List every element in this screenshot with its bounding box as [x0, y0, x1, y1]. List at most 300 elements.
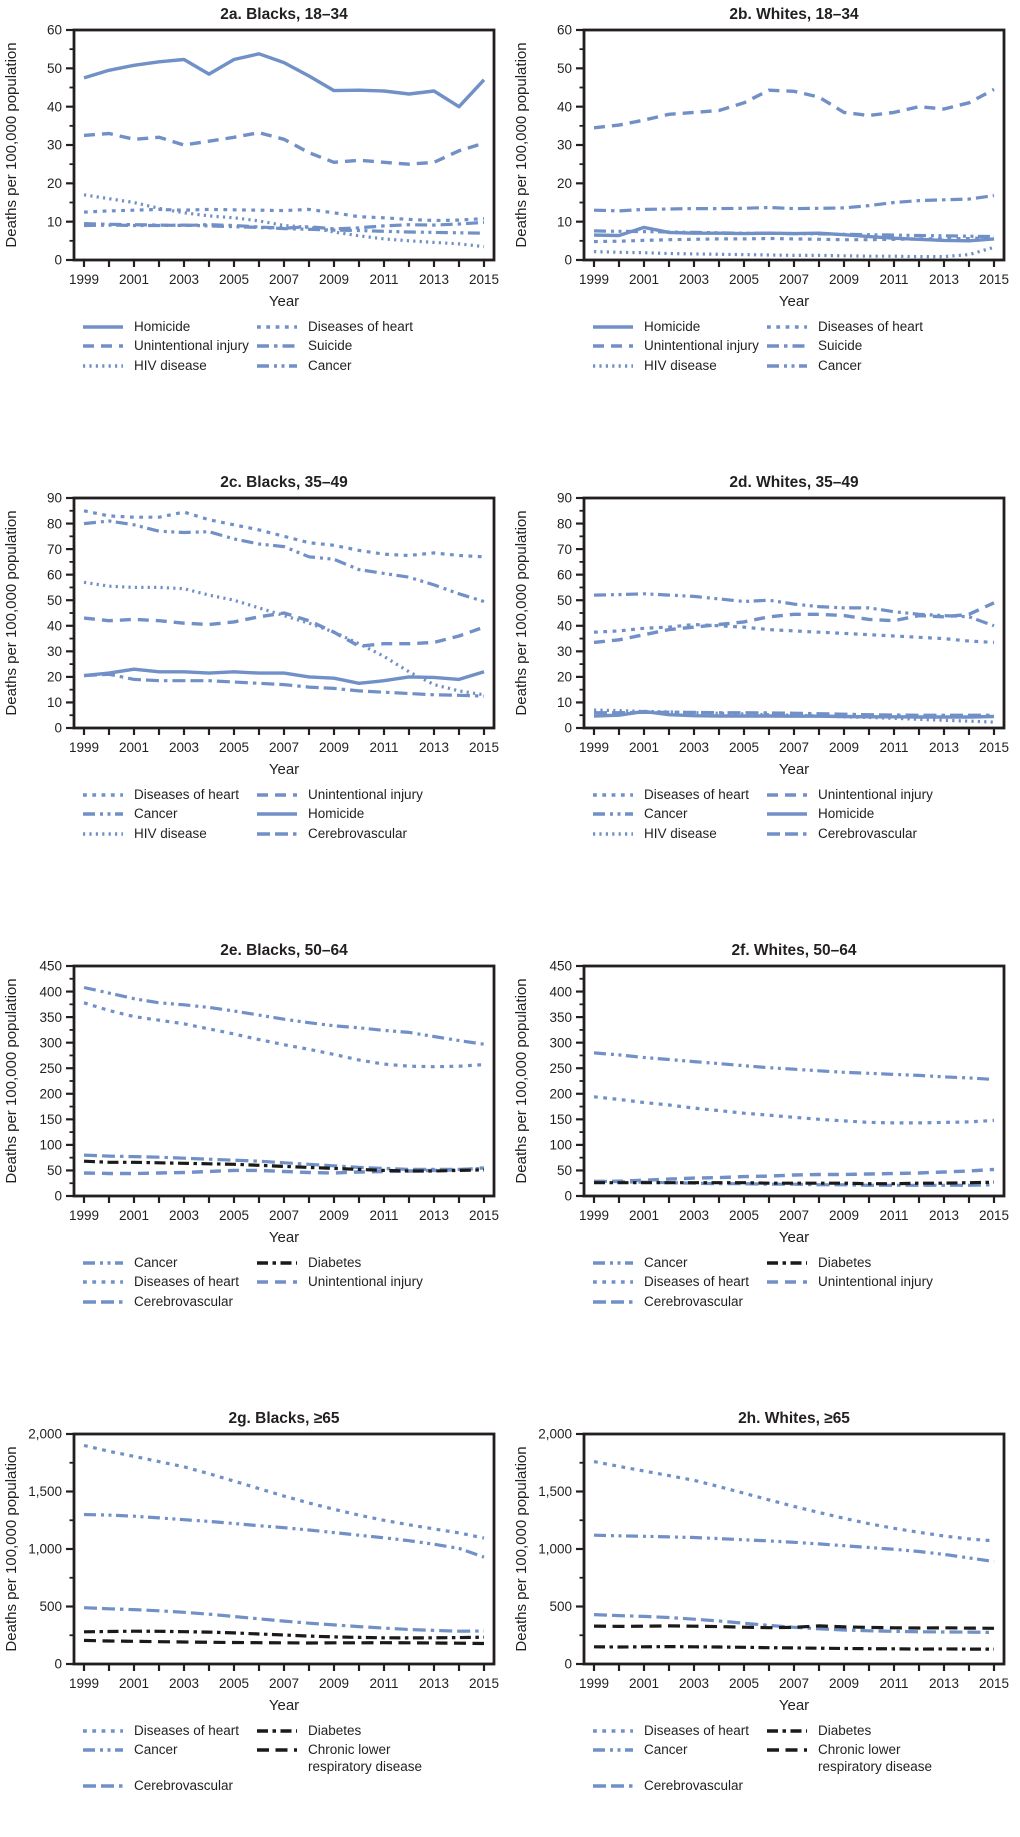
legend-label: Cancer — [134, 1255, 178, 1270]
series-line-cancer — [84, 988, 484, 1045]
x-tick-label: 2003 — [678, 1208, 710, 1223]
legend-swatch-hiv-disease — [82, 829, 124, 839]
x-tick-label: 2007 — [778, 1676, 810, 1691]
legend-item-unintentional-injury — [82, 338, 256, 354]
y-tick-label: 70 — [556, 541, 572, 557]
legend-item-diseases-of-heart — [82, 1274, 256, 1290]
legend-swatch-cancer — [592, 809, 634, 819]
x-axis-label: Year — [268, 1697, 300, 1714]
legend-2c — [82, 787, 510, 842]
x-axis-label: Year — [268, 761, 300, 778]
legend-label: Cerebrovascular — [644, 1778, 744, 1794]
y-tick-label: 30 — [46, 137, 62, 153]
legend-swatch-unintentional-injury — [256, 1277, 298, 1287]
legend-item-unintentional-injury — [766, 1274, 956, 1290]
y-axis-label: Deaths per 100,000 population — [513, 42, 530, 248]
legend-label: Cancer — [134, 1742, 178, 1758]
y-tick-label: 50 — [556, 61, 572, 77]
chart-2e — [0, 938, 510, 1406]
legend-2h — [592, 1723, 1020, 1795]
x-tick-label: 2001 — [628, 740, 660, 755]
y-tick-label: 100 — [549, 1137, 572, 1153]
legend-swatch-cerebrovascular — [82, 1297, 124, 1307]
y-tick-label: 200 — [39, 1086, 62, 1102]
legend-item-diabetes — [256, 1255, 446, 1271]
legend-2e — [82, 1255, 510, 1310]
y-axis-label: Deaths per 100,000 population — [513, 978, 530, 1184]
series-lines — [594, 594, 994, 722]
y-tick-label: 70 — [46, 541, 62, 557]
legend-label: Diabetes — [818, 1723, 872, 1738]
y-tick-label: 400 — [39, 984, 62, 1000]
legend-item-cerebrovascular — [592, 1778, 766, 1794]
x-tick-label: 2009 — [318, 740, 350, 755]
legend-item-homicide — [256, 806, 446, 822]
chart-2h-canvas — [510, 1406, 1020, 1716]
x-tick-label: 2007 — [268, 1676, 300, 1691]
legend-swatch-cancer — [592, 1745, 634, 1755]
y-tick-label: 0 — [564, 1656, 572, 1672]
x-tick-label: 1999 — [578, 740, 610, 755]
series-line-diseases-of-heart — [84, 209, 484, 220]
legend-item-cerebrovascular — [592, 1294, 766, 1310]
y-tick-label: 50 — [46, 61, 62, 77]
legend-item-cancer — [592, 1255, 766, 1271]
legend-item-suicide — [766, 338, 956, 354]
x-tick-label: 1999 — [68, 1676, 100, 1691]
chart-title: 2c. Blacks, 35–49 — [220, 474, 348, 491]
x-tick-label: 2007 — [778, 272, 810, 287]
x-tick-label: 2001 — [628, 1676, 660, 1691]
legend-2a — [82, 319, 510, 374]
y-tick-label: 20 — [556, 176, 572, 192]
x-tick-label: 2001 — [628, 272, 660, 287]
legend-swatch-cancer — [82, 1745, 124, 1755]
legend-2b — [592, 319, 1020, 374]
series-line-cerebrovascular — [84, 1608, 484, 1632]
x-tick-label: 1999 — [578, 272, 610, 287]
x-tick-label: 2015 — [468, 740, 500, 755]
legend-label: Cancer — [818, 357, 862, 373]
x-tick-label: 2011 — [879, 272, 909, 287]
y-tick-label: 60 — [46, 22, 62, 38]
legend-item-cancer — [592, 806, 766, 822]
y-tick-label: 1,500 — [28, 1484, 62, 1500]
x-tick-label: 2011 — [879, 1208, 909, 1223]
chart-title: 2g. Blacks, ≥65 — [228, 1410, 340, 1427]
series-line-diseases-of-heart — [594, 1097, 994, 1123]
y-tick-label: 20 — [556, 669, 572, 685]
x-tick-label: 2013 — [418, 1208, 450, 1223]
legend-swatch-hiv-disease — [592, 829, 634, 839]
series-line-cerebrovascular — [594, 1615, 994, 1633]
legend-swatch-cancer — [592, 1258, 634, 1268]
legend-label: Cerebrovascular — [818, 825, 918, 841]
series-lines — [84, 511, 484, 696]
legend-label: Cancer — [644, 1742, 688, 1758]
y-axis-label: Deaths per 100,000 population — [513, 510, 530, 716]
x-tick-label: 2011 — [369, 272, 399, 287]
legend-label: Unintentional injury — [308, 1274, 423, 1290]
legend-item-hiv-disease — [592, 358, 766, 374]
legend-label: Diseases of heart — [644, 1723, 750, 1738]
legend-swatch-diseases-of-heart — [82, 1277, 124, 1287]
legend-swatch-homicide — [766, 809, 808, 819]
y-axis-label: Deaths per 100,000 population — [3, 1446, 20, 1652]
legend-label: Cerebrovascular — [308, 825, 408, 841]
legend-label: Cancer — [644, 806, 688, 822]
legend-swatch-cancer — [256, 361, 298, 371]
y-tick-label: 60 — [46, 567, 62, 583]
legend-label: Homicide — [818, 806, 875, 822]
legend-label: Diseases of heart — [644, 787, 750, 802]
legend-label: Unintentional injury — [134, 338, 249, 354]
y-tick-label: 350 — [39, 1009, 62, 1025]
x-axis-label: Year — [778, 1697, 810, 1714]
y-tick-label: 50 — [46, 1163, 62, 1179]
y-tick-label: 40 — [46, 99, 62, 115]
legend-item-cancer — [82, 1742, 256, 1775]
legend-item-diabetes — [766, 1255, 956, 1271]
y-tick-label: 0 — [564, 252, 572, 268]
legend-label: Homicide — [644, 319, 701, 334]
legend-swatch-unintentional-injury — [766, 790, 808, 800]
legend-swatch-chronic-lower-respiratory-disease — [256, 1745, 298, 1755]
x-tick-label: 2005 — [218, 1676, 250, 1691]
x-tick-label: 2015 — [468, 1676, 500, 1691]
series-line-diseases-of-heart — [84, 511, 484, 557]
series-lines — [84, 988, 484, 1174]
y-tick-label: 150 — [39, 1112, 62, 1128]
legend-item-homicide — [592, 319, 766, 335]
legend-swatch-hiv-disease — [82, 361, 124, 371]
legend-2g — [82, 1723, 510, 1795]
series-line-cerebrovascular — [594, 1181, 994, 1185]
y-tick-label: 1,500 — [538, 1484, 572, 1500]
series-line-cerebrovascular — [84, 1155, 484, 1169]
legend-swatch-diseases-of-heart — [766, 322, 808, 332]
x-tick-label: 2005 — [218, 272, 250, 287]
x-tick-label: 2013 — [418, 272, 450, 287]
legend-item-cancer — [766, 358, 956, 374]
y-tick-label: 50 — [556, 592, 572, 608]
legend-item-unintentional-injury — [256, 1274, 446, 1290]
y-tick-label: 200 — [549, 1086, 572, 1102]
x-tick-label: 2001 — [118, 272, 150, 287]
legend-label: Cancer — [308, 357, 352, 373]
legend-item-cerebrovascular — [82, 1778, 256, 1794]
legend-label: Suicide — [308, 338, 353, 354]
x-tick-label: 2003 — [678, 740, 710, 755]
legend-label: Cerebrovascular — [134, 1293, 234, 1309]
y-tick-label: 450 — [549, 958, 572, 974]
plot-frame — [584, 966, 1004, 1196]
chart-2a — [0, 2, 510, 470]
legend-label: Cancer — [644, 1255, 688, 1270]
x-tick-label: 2015 — [978, 1676, 1010, 1691]
series-line-homicide — [84, 54, 484, 107]
legend-swatch-unintentional-injury — [766, 1277, 808, 1287]
chart-2f-canvas — [510, 938, 1020, 1248]
chart-2b — [510, 2, 1020, 470]
series-lines — [84, 54, 484, 247]
legend-item-diseases-of-heart — [592, 1274, 766, 1290]
legend-item-cerebrovascular — [82, 1294, 256, 1310]
x-tick-label: 2007 — [778, 1208, 810, 1223]
y-tick-label: 30 — [556, 644, 572, 660]
x-tick-label: 2003 — [168, 740, 200, 755]
series-lines — [594, 1462, 994, 1650]
x-axis-label: Year — [778, 293, 810, 310]
legend-item-unintentional-injury — [592, 338, 766, 354]
legend-item-cancer — [82, 1255, 256, 1271]
legend-item-diseases-of-heart — [82, 787, 256, 803]
x-tick-label: 1999 — [578, 1676, 610, 1691]
chart-title: 2a. Blacks, 18–34 — [220, 6, 348, 23]
x-tick-label: 2009 — [318, 272, 350, 287]
y-tick-label: 250 — [549, 1060, 572, 1076]
x-axis-label: Year — [778, 761, 810, 778]
legend-label: Cerebrovascular — [644, 1293, 744, 1309]
chart-title: 2e. Blacks, 50–64 — [220, 942, 348, 959]
legend-swatch-diseases-of-heart — [592, 1726, 634, 1736]
y-tick-label: 0 — [54, 1188, 62, 1204]
y-tick-label: 80 — [46, 516, 62, 532]
legend-item-diseases-of-heart — [592, 1723, 766, 1739]
legend-item-homicide — [82, 319, 256, 335]
chart-title: 2d. Whites, 35–49 — [729, 474, 859, 491]
chart-2g-canvas — [0, 1406, 510, 1716]
series-line-cancer — [594, 231, 994, 237]
y-tick-label: 0 — [564, 1188, 572, 1204]
legend-swatch-unintentional-injury — [592, 341, 634, 351]
x-tick-label: 2003 — [168, 1676, 200, 1691]
chart-2e-canvas — [0, 938, 510, 1248]
y-tick-label: 1,000 — [538, 1541, 572, 1557]
y-tick-label: 300 — [39, 1035, 62, 1051]
plot-frame — [584, 30, 1004, 260]
legend-label: Unintentional injury — [308, 787, 423, 802]
x-tick-label: 2005 — [728, 272, 760, 287]
y-tick-label: 10 — [46, 695, 62, 711]
x-tick-label: 2009 — [828, 272, 860, 287]
legend-item-cancer — [256, 358, 446, 374]
legend-label: Unintentional injury — [818, 1274, 933, 1290]
legend-label: Cerebrovascular — [134, 1778, 234, 1794]
y-tick-label: 10 — [556, 695, 572, 711]
legend-swatch-suicide — [256, 341, 298, 351]
series-line-diseases-of-heart — [84, 1003, 484, 1067]
legend-swatch-cerebrovascular — [256, 829, 298, 839]
legend-swatch-homicide — [592, 322, 634, 332]
x-tick-label: 2011 — [369, 1676, 399, 1691]
legend-label: Chronic lower respiratory disease — [308, 1742, 423, 1774]
series-line-diabetes — [84, 1631, 484, 1638]
legend-swatch-cerebrovascular — [592, 1781, 634, 1791]
y-tick-label: 60 — [556, 22, 572, 38]
series-lines — [594, 89, 994, 256]
x-tick-label: 1999 — [68, 740, 100, 755]
y-tick-label: 350 — [549, 1009, 572, 1025]
x-tick-label: 2007 — [268, 272, 300, 287]
x-tick-label: 2015 — [468, 1208, 500, 1223]
x-tick-label: 2013 — [928, 740, 960, 755]
series-line-cancer — [594, 1535, 994, 1561]
series-line-unintentional-injury — [594, 89, 994, 127]
chart-2d-canvas — [510, 470, 1020, 780]
series-line-diseases-of-heart — [594, 1462, 994, 1541]
series-line-cancer — [84, 1515, 484, 1558]
x-tick-label: 2013 — [418, 740, 450, 755]
legend-label: Diseases of heart — [134, 1274, 240, 1290]
x-tick-label: 2009 — [828, 1208, 860, 1223]
x-tick-label: 2015 — [978, 272, 1010, 287]
chart-title: 2b. Whites, 18–34 — [729, 6, 859, 23]
legend-label: Diseases of heart — [134, 1723, 240, 1738]
y-axis-label: Deaths per 100,000 population — [513, 1446, 530, 1652]
series-line-cancer — [84, 521, 484, 602]
x-tick-label: 2005 — [728, 1208, 760, 1223]
legend-item-diseases-of-heart — [766, 319, 956, 335]
x-tick-label: 2013 — [928, 272, 960, 287]
series-line-hiv-disease — [84, 195, 484, 247]
legend-label: Unintentional injury — [644, 338, 759, 354]
legend-swatch-cerebrovascular — [82, 1781, 124, 1791]
legend-swatch-hiv-disease — [592, 361, 634, 371]
legend-label: Cancer — [134, 806, 178, 822]
series-line-hiv-disease — [594, 247, 994, 256]
y-tick-label: 90 — [46, 490, 62, 506]
x-tick-label: 2005 — [218, 740, 250, 755]
legend-swatch-diseases-of-heart — [592, 1277, 634, 1287]
legend-item-cancer — [82, 806, 256, 822]
legend-label: Diseases of heart — [308, 319, 414, 334]
legend-label: Suicide — [818, 338, 863, 354]
y-tick-label: 500 — [39, 1599, 62, 1615]
y-tick-label: 1,000 — [28, 1541, 62, 1557]
legend-swatch-suicide — [766, 341, 808, 351]
y-tick-label: 60 — [556, 567, 572, 583]
legend-swatch-cerebrovascular — [592, 1297, 634, 1307]
legend-swatch-diseases-of-heart — [82, 790, 124, 800]
y-tick-label: 40 — [556, 618, 572, 634]
y-tick-label: 90 — [556, 490, 572, 506]
chart-2c — [0, 470, 510, 938]
chart-2f — [510, 938, 1020, 1406]
chart-title: 2f. Whites, 50–64 — [731, 942, 857, 959]
chart-title: 2h. Whites, ≥65 — [738, 1410, 850, 1427]
x-tick-label: 2001 — [118, 1676, 150, 1691]
chart-2b-canvas — [510, 2, 1020, 312]
legend-item-hiv-disease — [82, 826, 256, 842]
legend-item-hiv-disease — [592, 826, 766, 842]
x-tick-label: 1999 — [68, 1208, 100, 1223]
legend-item-diseases-of-heart — [82, 1723, 256, 1739]
legend-2f — [592, 1255, 1020, 1310]
legend-item-diabetes — [256, 1723, 446, 1739]
x-tick-label: 2007 — [268, 740, 300, 755]
y-tick-label: 500 — [549, 1599, 572, 1615]
x-tick-label: 2011 — [369, 740, 399, 755]
x-tick-label: 2013 — [928, 1676, 960, 1691]
legend-label: Diabetes — [308, 1255, 362, 1270]
legend-swatch-diseases-of-heart — [256, 322, 298, 332]
series-line-unintentional-injury — [594, 1169, 994, 1181]
x-axis-label: Year — [778, 1229, 810, 1246]
series-line-chronic-lower-respiratory-disease — [84, 1640, 484, 1643]
y-tick-label: 400 — [549, 984, 572, 1000]
legend-label: Diseases of heart — [134, 787, 240, 802]
legend-label: Homicide — [134, 319, 191, 334]
x-tick-label: 1999 — [578, 1208, 610, 1223]
x-tick-label: 2007 — [778, 740, 810, 755]
x-tick-label: 2011 — [879, 1676, 909, 1691]
series-line-diseases-of-heart — [84, 1446, 484, 1539]
chart-2d — [510, 470, 1020, 938]
chart-2a-canvas — [0, 2, 510, 312]
y-tick-label: 30 — [556, 137, 572, 153]
legend-label: Unintentional injury — [818, 787, 933, 802]
x-tick-label: 2009 — [828, 1676, 860, 1691]
y-tick-label: 20 — [46, 176, 62, 192]
legend-item-cerebrovascular — [766, 826, 956, 842]
x-tick-label: 1999 — [68, 272, 100, 287]
legend-swatch-cancer — [82, 1258, 124, 1268]
x-tick-label: 2003 — [168, 272, 200, 287]
y-tick-label: 50 — [556, 1163, 572, 1179]
y-tick-label: 150 — [549, 1112, 572, 1128]
y-tick-label: 80 — [556, 516, 572, 532]
legend-item-hiv-disease — [82, 358, 256, 374]
legend-item-unintentional-injury — [256, 787, 446, 803]
series-line-unintentional-injury — [594, 603, 994, 643]
legend-swatch-cerebrovascular — [766, 829, 808, 839]
legend-item-chronic-lower-respiratory-disease — [256, 1742, 446, 1775]
x-axis-label: Year — [268, 1229, 300, 1246]
y-tick-label: 40 — [556, 99, 572, 115]
x-tick-label: 2009 — [318, 1208, 350, 1223]
legend-item-unintentional-injury — [766, 787, 956, 803]
y-tick-label: 0 — [564, 720, 572, 736]
y-tick-label: 0 — [54, 252, 62, 268]
y-tick-label: 50 — [46, 592, 62, 608]
legend-label: Diabetes — [308, 1723, 362, 1738]
x-tick-label: 2001 — [628, 1208, 660, 1223]
y-tick-label: 0 — [54, 720, 62, 736]
y-tick-label: 2,000 — [538, 1426, 572, 1442]
x-tick-label: 2001 — [118, 740, 150, 755]
x-tick-label: 2009 — [318, 1676, 350, 1691]
y-tick-label: 30 — [46, 644, 62, 660]
legend-2d — [592, 787, 1020, 842]
x-tick-label: 2003 — [678, 1676, 710, 1691]
legend-swatch-cancer — [766, 361, 808, 371]
y-tick-label: 40 — [46, 618, 62, 634]
legend-label: Diabetes — [818, 1255, 872, 1270]
y-tick-label: 100 — [39, 1137, 62, 1153]
legend-item-suicide — [256, 338, 446, 354]
chart-2g — [0, 1406, 510, 1819]
series-lines — [84, 1446, 484, 1644]
x-tick-label: 2007 — [268, 1208, 300, 1223]
legend-swatch-chronic-lower-respiratory-disease — [766, 1745, 808, 1755]
legend-label: Diseases of heart — [644, 1274, 750, 1290]
y-axis-label: Deaths per 100,000 population — [3, 510, 20, 716]
legend-label: Chronic lower respiratory disease — [818, 1742, 933, 1774]
series-line-unintentional-injury — [84, 133, 484, 165]
x-tick-label: 2011 — [879, 740, 909, 755]
x-tick-label: 2001 — [118, 1208, 150, 1223]
